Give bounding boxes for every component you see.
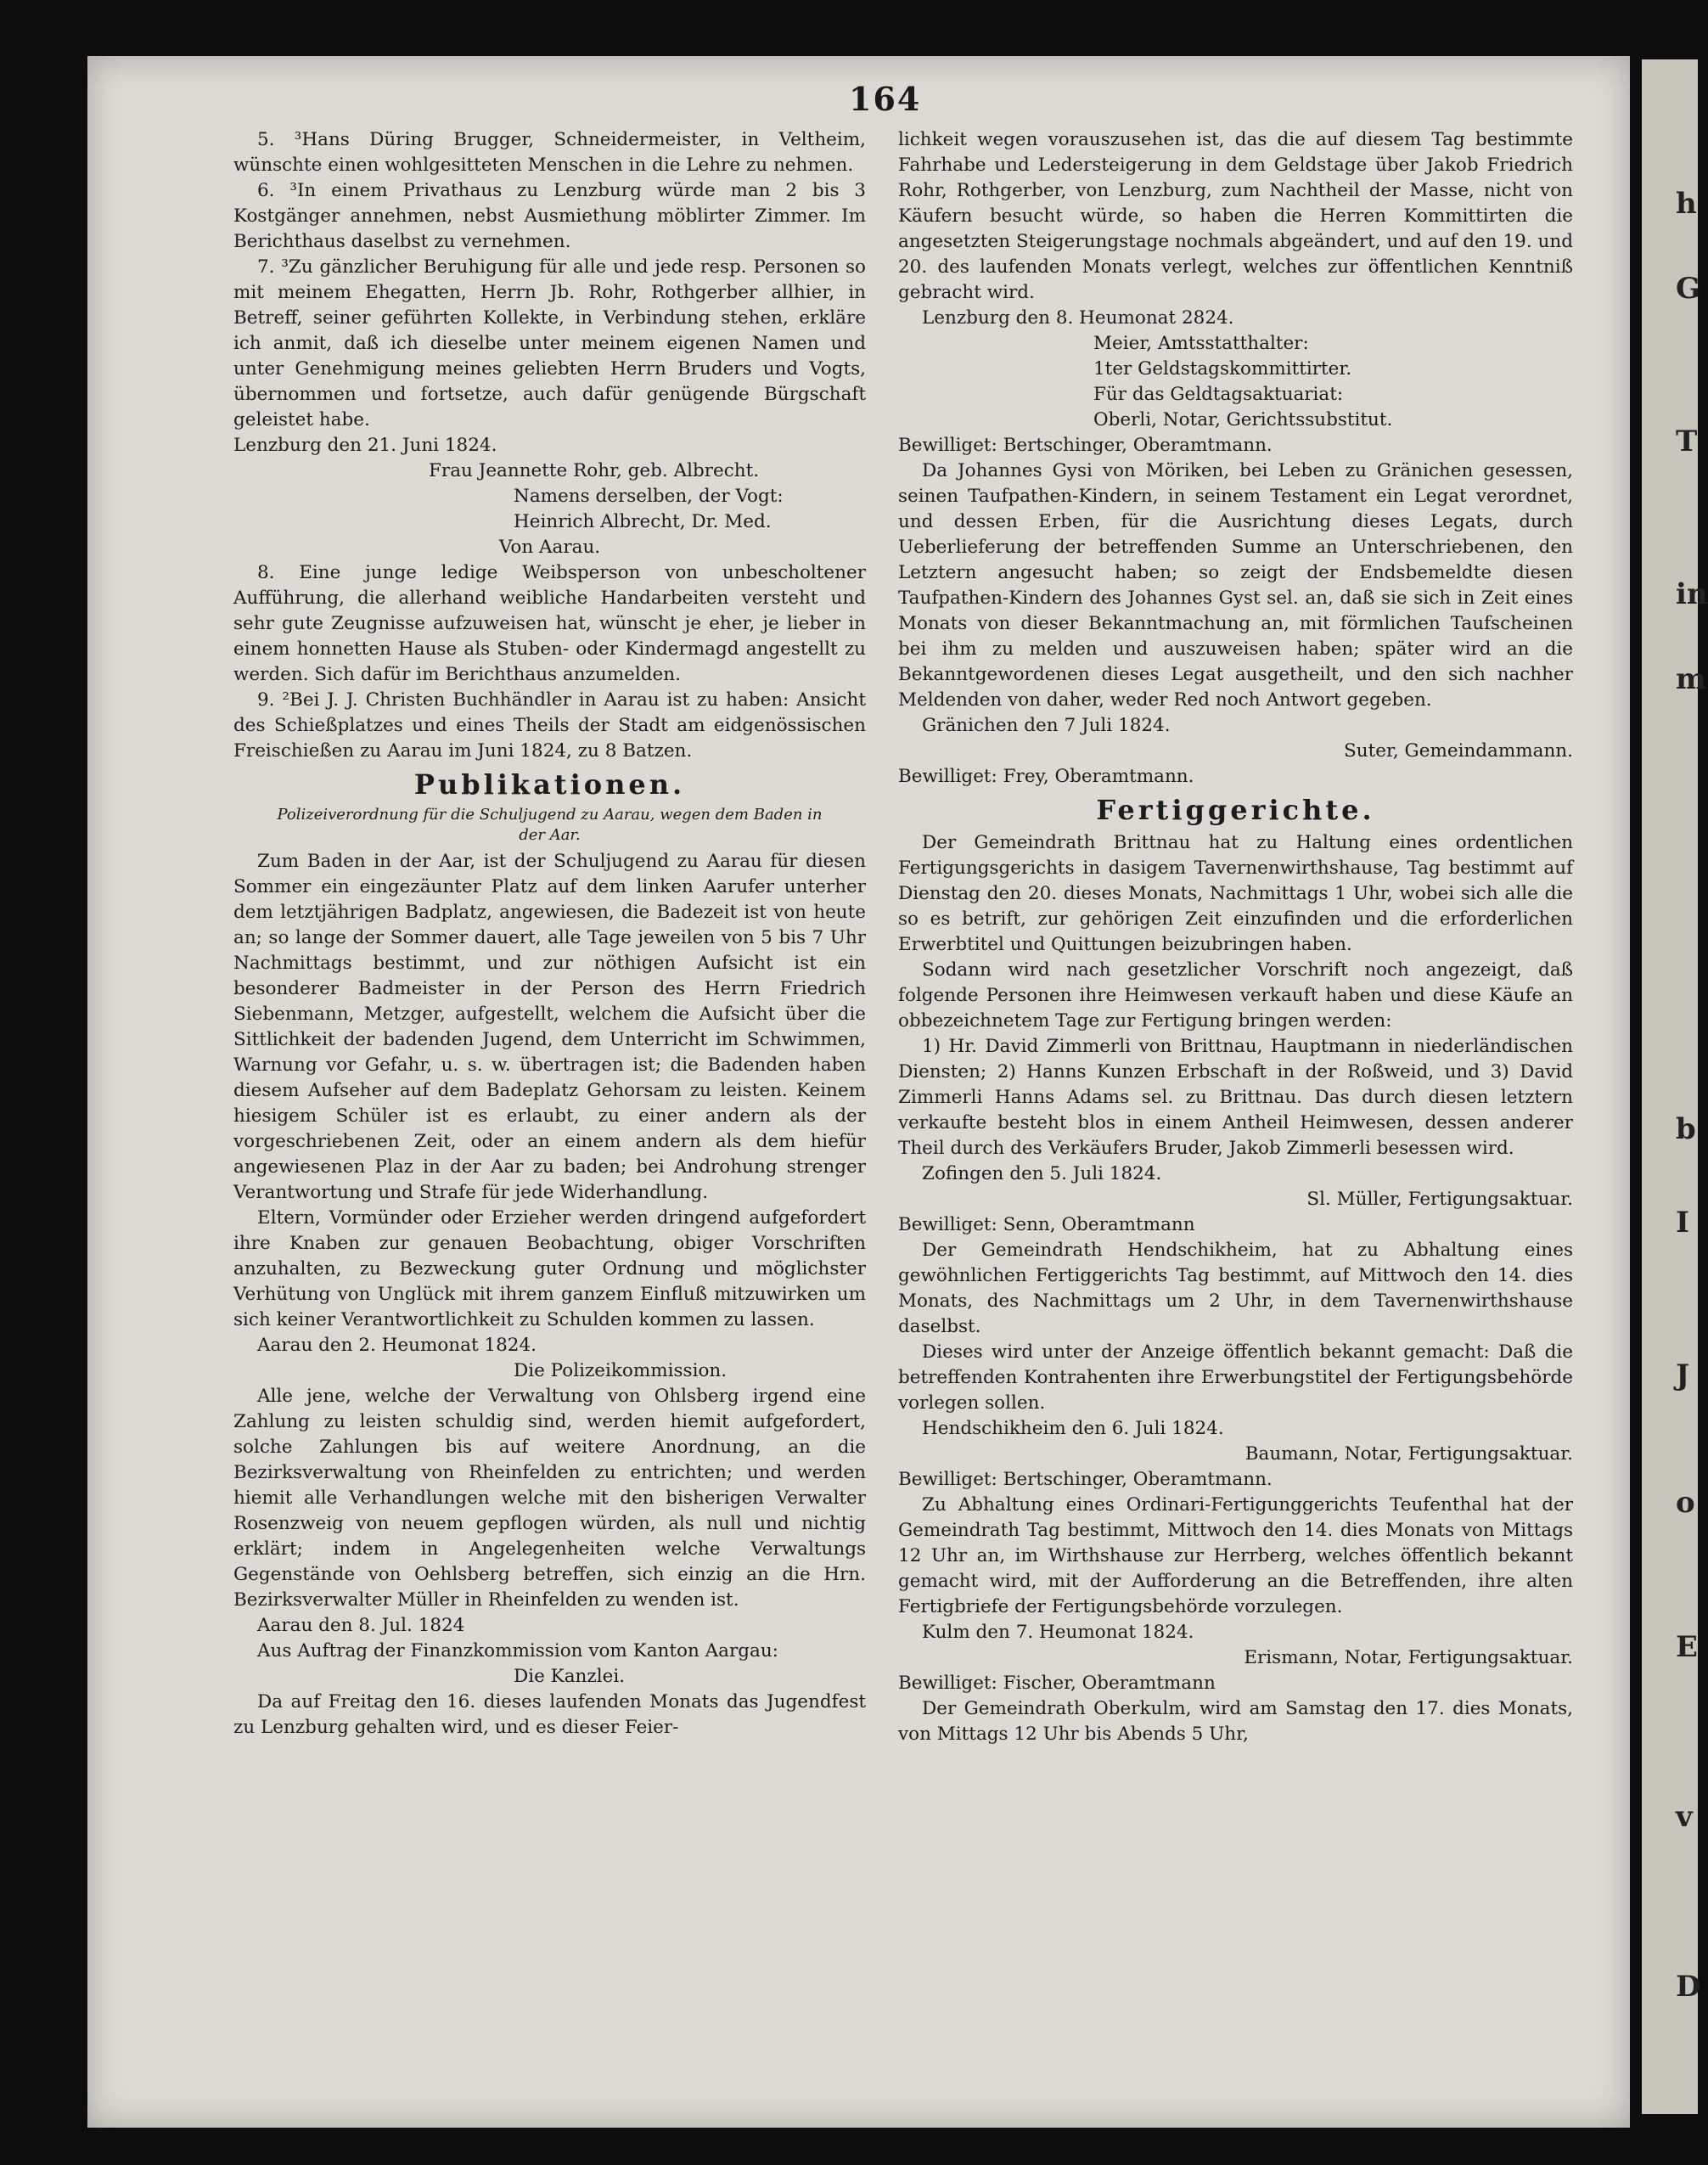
notice-9: 9. ²Bei J. J. Christen Buchhändler in Aarau ist zu haben: Ansicht des Schießplatzes und eines Theils der Stadt am eidgenössischen Freischießen zu Aarau im Juni 1824, zu 8 Batzen. — [233, 689, 866, 762]
dateline: Aarau den 8. Jul. 1824 — [257, 1615, 465, 1636]
paragraph: Zu Abhaltung eines Ordinari-Fertigunggerichts Teufenthal hat der Gemeindrath Tag bestimmt, Mittwoch den 14. dies Monats von Mittags 12 Uhr an, im Wirthshause zur Herrberg, welches öffentlich bekannt gemacht wird, mit der Aufforderung an die Betreffenden, ihre alten Fertigbriefe der Fertigungsbehörde vorzulegen. — [898, 1494, 1573, 1617]
adjacent-fragment: m — [1676, 662, 1706, 696]
paragraph: Der Gemeindrath Brittnau hat zu Haltung eines ordentlichen Fertigungsgerichts in dasigem Tavernenwirthshause, Tag bestimmt auf Dienstag den 20. dieses Monats, Nachmittags 1 Uhr, wobei sich alle die so es betrift, zur gehörigen Zeit einzufinden und die erforderlichen Erwerbtitel und Quittungen beizubringen haben. — [898, 832, 1573, 955]
section-label: Von Aarau. — [498, 537, 601, 558]
paragraph: Der Gemeindrath Hendschikheim, hat zu Abhaltung eines gewöhnlichen Fertiggerichts Tag bestimmt, auf Mittwoch den 14. dies Monats, des Nachmittags um 2 Uhr, in dem Tavernenwirthshause daselbst. — [898, 1240, 1573, 1337]
signature: Erismann, Notar, Fertigungsaktuar. — [1244, 1647, 1573, 1668]
signature: Namens derselben, der Vogt: — [514, 486, 784, 507]
signature: Meier, Amtsstatthalter: — [1093, 333, 1309, 354]
left-column — [233, 127, 866, 1740]
signature: Aus Auftrag der Finanzkommission vom Kanton Aargau: — [257, 1640, 778, 1662]
section-heading-fertiggerichte: Fertiggerichte. — [1096, 794, 1375, 826]
dateline: Gränichen den 7 Juli 1824. — [922, 715, 1171, 736]
approval-line: Bewilliget: Frey, Oberamtmann. — [898, 766, 1194, 787]
page-number: 164 — [849, 80, 922, 118]
paragraph: 1) Hr. David Zimmerli von Brittnau, Hauptmann in niederländischen Diensten; 2) Hanns Kunzen Erbschaft in der Roßweid, und 3) David Zimmerli Hanns Adams sel. zu Brittnau. Das durch diesen letztern verkaufte besteht blos in einem Antheil Heimwesen, dessen anderer Theil durch des Verkäufers Bruder, Jakob Zimmerli besessen wird. — [898, 1036, 1573, 1159]
adjacent-fragment: D — [1676, 1970, 1701, 2004]
notice-8: 8. Eine junge ledige Weibsperson von unbescholtener Aufführung, die allerhand weibliche Handarbeiten versteht und sehr gute Zeugnisse aufzuweisen hat, wünscht je eher, je lieber in einem honnetten Hause als Stuben- oder Kindermagd angestellt zu werden. Sich dafür im Berichthaus anzumelden. — [233, 562, 866, 685]
adjacent-fragment: h — [1676, 187, 1697, 221]
adjacent-fragment: in — [1676, 577, 1708, 611]
signature: Heinrich Albrecht, Dr. Med. — [514, 511, 772, 532]
adjacent-fragment: J — [1676, 1358, 1690, 1392]
approval-line: Bewilliget: Fischer, Oberamtmann — [898, 1673, 1216, 1694]
paragraph: Sodann wird nach gesetzlicher Vorschrift noch angezeigt, daß folgende Personen ihre Heimwesen verkauft haben und diese Käufe an obbezeichnetem Tage zur Fertigung bringen werden: — [898, 959, 1573, 1032]
signature: Für das Geldtagsaktuariat: — [1093, 384, 1344, 405]
adjacent-page-strip — [1642, 59, 1708, 2114]
adjacent-fragment: T — [1676, 425, 1698, 458]
signature: Baumann, Notar, Fertigungsaktuar. — [1244, 1443, 1573, 1465]
adjacent-fragment: v — [1676, 1800, 1693, 1834]
approval-line: Bewilliget: Senn, Oberamtmann — [898, 1214, 1195, 1235]
dateline: Zofingen den 5. Juli 1824. — [922, 1163, 1162, 1184]
adjacent-fragment: I — [1676, 1206, 1689, 1240]
dateline: Lenzburg den 21. Juni 1824. — [233, 435, 497, 456]
paragraph: Da auf Freitag den 16. dieses laufenden Monats das Jugendfest zu Lenzburg gehalten wird, und es dieser Feier- — [233, 1691, 866, 1738]
dateline: Lenzburg den 8. Heumonat 2824. — [922, 307, 1234, 329]
section-heading-publikationen: Publikationen. — [413, 768, 686, 801]
paragraph: Da Johannes Gysi von Möriken, bei Leben zu Gränichen gesessen, seinen Taufpathen-Kindern, in seinem Testament ein Legat verordnet, und dessen Erben, für die Ausrichtung dieses Legats, durch Ueberlieferung der betreffenden Summe an Unterschriebenen, den Letztern angesucht haben; so zeigt der Endsbemeldte diesen Taufpathen-Kindern des Johannes Gyst sel. an, daß sie sich in Zeit eines Monats von dieser Bekanntmachung an, mit förmlichen Taufscheinen bei ihm zu melden und auszuweisen haben; später wird an die Bekanntgewordenen dieses Legat ausgetheilt, und den sich nachher Meldenden von daher, weder Red noch Antwort gegeben. — [898, 460, 1573, 711]
adjacent-fragment: o — [1676, 1486, 1695, 1520]
signature: Oberli, Notar, Gerichtssubstitut. — [1093, 409, 1393, 430]
notice-7: 7. ³Zu gänzlicher Beruhigung für alle und jede resp. Personen so mit meinem Ehegatten, Herrn Jb. Rohr, Rothgerber allhier, in Betreff, seiner geführten Kollekte, in Verbindung stehen, erkläre ich anmit, daß ich dieselbe unter meinem eigenen Namen und unter Genehmigung meines geliebten Herrn Bruders und Vogts, übernommen und fortsetze, auch dafür genügende Bürgschaft geleistet habe. — [233, 256, 866, 430]
subtitle: Polizeiverordnung für die Schuljugend zu Aarau, wegen dem Baden in der Aar. — [277, 806, 823, 844]
paragraph: lichkeit wegen vorauszusehen ist, das die auf diesem Tag bestimmte Fahrhabe und Ledersteigerung in dem Geldstage über Jakob Friedrich Rohr, Rothgerber, von Lenzburg, zum Nachtheil der Masse, nicht von Käufern besucht würde, so haben die Herren Kommittirten die angesetzten Steigerungstage nochmals abgeändert, und auf den 19. und 20. des laufenden Monats verlegt, welches zur öffentlichen Kenntniß gebracht wird. — [898, 129, 1573, 303]
right-column — [898, 127, 1573, 1747]
dateline: Kulm den 7. Heumonat 1824. — [922, 1622, 1194, 1643]
paragraph: Der Gemeindrath Oberkulm, wird am Samstag den 17. dies Monats, von Mittags 12 Uhr bis Abends 5 Uhr, — [898, 1698, 1573, 1745]
signature: 1ter Geldstagskommittirter. — [1093, 358, 1352, 380]
signature: Die Kanzlei. — [514, 1666, 626, 1687]
signature: Suter, Gemeindammann. — [1344, 740, 1573, 762]
approval-line: Bewilliget: Bertschinger, Oberamtmann. — [898, 435, 1273, 456]
adjacent-fragment: E — [1676, 1630, 1698, 1664]
signature: Die Polizeikommission. — [514, 1360, 728, 1381]
signature: Frau Jeannette Rohr, geb. Albrecht. — [429, 460, 760, 481]
paragraph: Eltern, Vormünder oder Erzieher werden dringend aufgefordert ihre Knaben zur genauen Beobachtung, obiger Vorschriften anzuhalten, zu Bezweckung guter Ordnung und möglichster Verhütung von Unglück mit ihrem ganzem Einfluß mitzuwirken um sich keiner Verantwortlichkeit zu Schulden kommen zu lassen. — [233, 1207, 866, 1330]
paragraph: Alle jene, welche der Verwaltung von Ohlsberg irgend eine Zahlung zu leisten schuldig sind, werden hiemit aufgefordert, solche Zahlungen bis auf weitere Anordnung, an die Bezirksverwaltung von Rheinfelden zu entrichten; und werden hiemit alle Verhandlungen welche mit den bisherigen Verwalter Rosenzweig von neuem gepflogen würden, als null und nichtig erklärt; indem in Angelegenheiten welche Verwaltungs Gegenstände von Oehlsberg betreffen, sich einzig an die Hrn. Bezirksverwalter Müller in Rheinfelden zu wenden ist. — [233, 1386, 866, 1611]
dateline: Hendschikheim den 6. Juli 1824. — [922, 1418, 1224, 1439]
adjacent-fragment: G — [1676, 272, 1701, 306]
notice-6: 6. ³In einem Privathaus zu Lenzburg würde man 2 bis 3 Kostgänger annehmen, nebst Ausmiethung möblirter Zimmer. Im Berichthaus daselbst zu vernehmen. — [233, 180, 866, 252]
notice-5: 5. ³Hans Düring Brugger, Schneidermeister, in Veltheim, wünschte einen wohlgesitteten Menschen in die Lehre zu nehmen. — [233, 129, 866, 176]
approval-line: Bewilliget: Bertschinger, Oberamtmann. — [898, 1469, 1273, 1490]
adjacent-fragment: b — [1676, 1112, 1696, 1146]
paragraph: Dieses wird unter der Anzeige öffentlich bekannt gemacht: Daß die betreffenden Kontrahenten ihre Erwerbungstitel der Fertigungsbehörde vorlegen sollen. — [898, 1341, 1573, 1414]
signature: Sl. Müller, Fertigungsaktuar. — [1306, 1189, 1573, 1210]
dateline: Aarau den 2. Heumonat 1824. — [257, 1335, 537, 1356]
paragraph: Zum Baden in der Aar, ist der Schuljugend zu Aarau für diesen Sommer ein eingezäunter Platz auf dem linken Aarufer unterher dem letztjährigen Badplatz, angewiesen, die Badezeit ist von heute an; so lange der Sommer dauert, alle Tage jeweilen von 5 bis 7 Uhr Nachmittags bestimmt, und zur nöthigen Aufsicht ist ein besonderer Badmeister in der Person des Herrn Friedrich Siebenmann, Metzger, aufgestellt, welchem die Aufsicht über die Sittlichkeit der badenden Jugend, dem Unterricht im Schwimmen, Warnung vor Gefahr, u. s. w. übertragen ist; die Badenden haben diesem Aufseher auf dem Badeplatz Gehorsam zu leisten. Keinem hiesigem Schüler ist es erlaubt, zu einer andern als der vorgeschriebenen Zeit, oder an einem andern als dem hiefür angewiesenen Plaz in der Aar zu baden; bei Androhung strenger Verantwortung und Strafe für jede Widerhandlung. — [233, 851, 866, 1203]
